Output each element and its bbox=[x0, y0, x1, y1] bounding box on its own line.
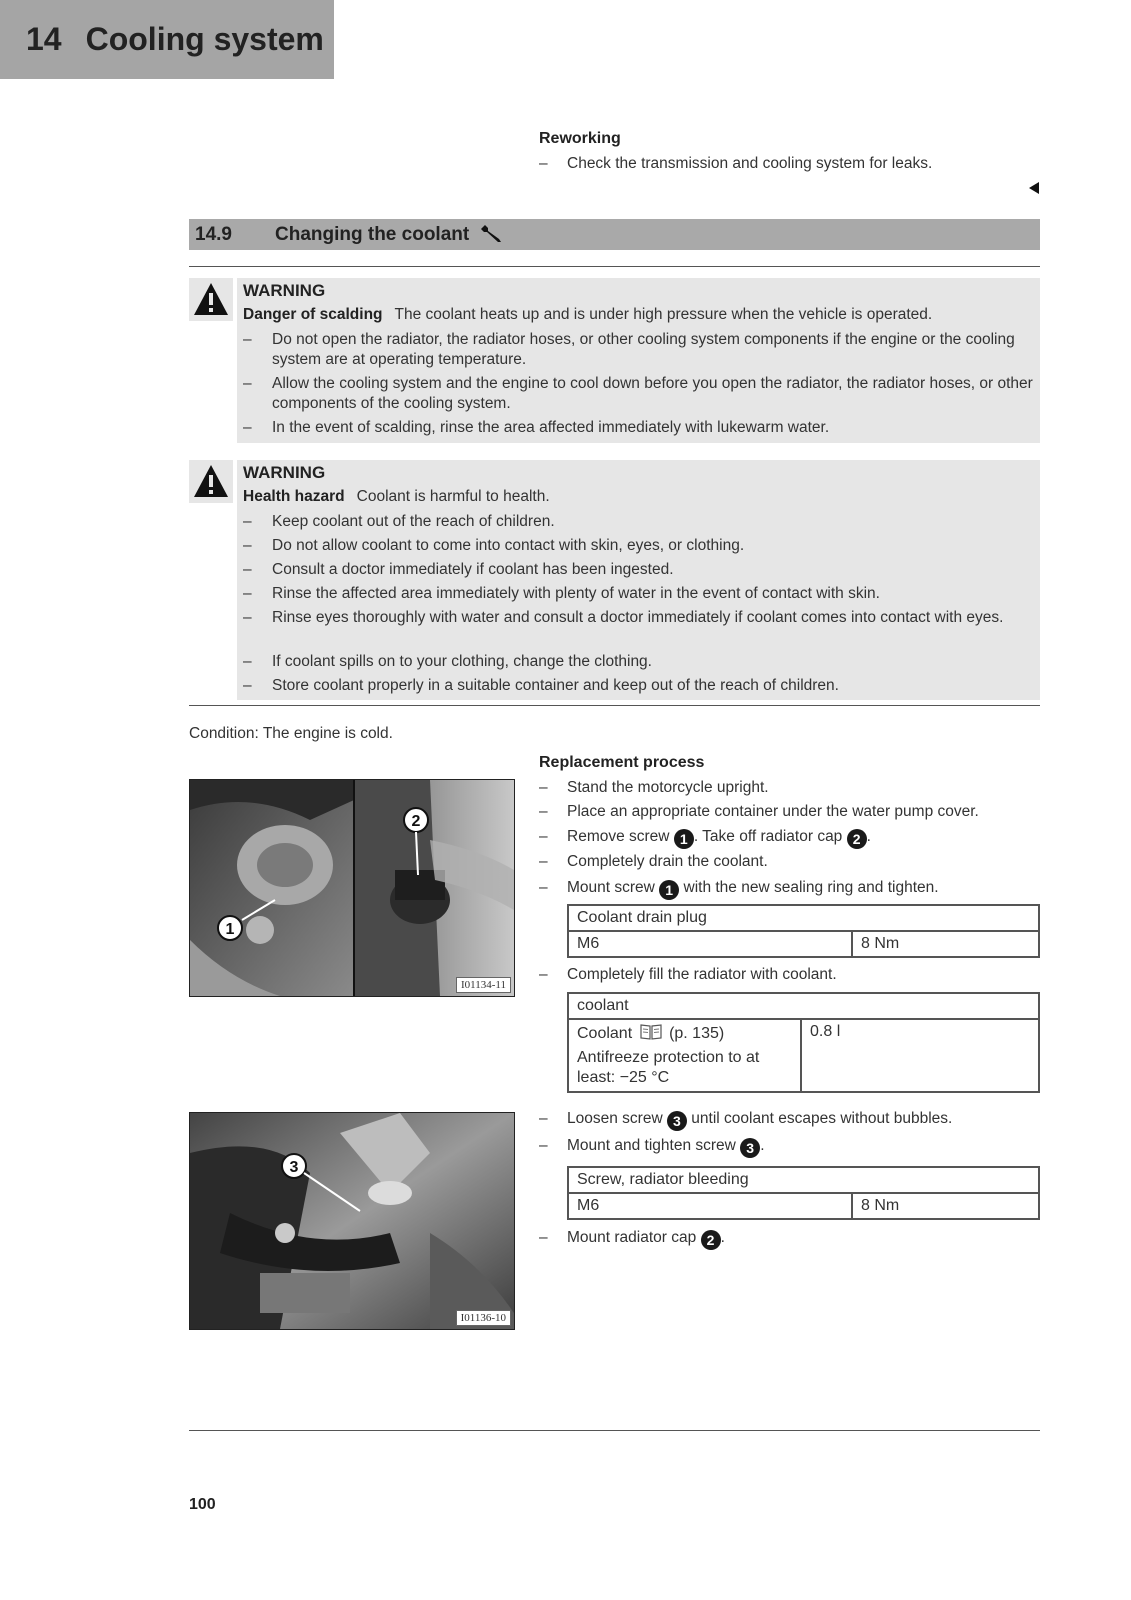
spec-table-coolant bbox=[567, 992, 1040, 1093]
list-item: – Do not open the radiator, the radiator hoses, or other cooling system components if the engine or the cooling system are at operating temperature. bbox=[243, 331, 1015, 368]
spec-table-drain-plug bbox=[567, 904, 1040, 958]
section-title: Changing the coolant bbox=[275, 224, 470, 245]
callout-1-icon: 1 bbox=[225, 921, 235, 938]
replacement-heading: Replacement process bbox=[539, 754, 705, 771]
warning-title: WARNING bbox=[243, 463, 326, 482]
list-item: – If coolant spills on to your clothing, change the clothing. bbox=[243, 653, 652, 670]
photo-bleeding-screw bbox=[189, 1112, 515, 1330]
warning-title: WARNING bbox=[243, 281, 326, 300]
list-item: – Rinse the affected area immediately with plenty of water in the event of contact with skin. bbox=[243, 585, 880, 602]
end-marker-icon bbox=[1029, 182, 1039, 194]
condition-text: Condition: The engine is cold. bbox=[189, 725, 393, 742]
callout-2-icon: 2 bbox=[701, 1230, 721, 1250]
chapter-title: Cooling system bbox=[85, 21, 324, 57]
table-header: coolant bbox=[568, 993, 1039, 1019]
chapter-number: 14 bbox=[26, 21, 62, 57]
table-header: Coolant drain plug bbox=[568, 905, 1039, 931]
wrench-icon bbox=[479, 223, 503, 243]
spec-table-bleed-screw bbox=[567, 1166, 1040, 1220]
coolant-note: Antifreeze protection to at least: −25 °C bbox=[577, 1049, 760, 1086]
reworking-heading: Reworking bbox=[539, 130, 621, 147]
callout-3-icon: 3 bbox=[667, 1111, 687, 1131]
list-item: – Do not allow coolant to come into contact with skin, eyes, or clothing. bbox=[243, 537, 745, 554]
callout-3-icon: 3 bbox=[740, 1138, 760, 1158]
list-item: – Store coolant properly in a suitable container and keep out of the reach of children. bbox=[243, 677, 839, 694]
divider bbox=[189, 705, 1040, 706]
warning-triangle-icon bbox=[189, 278, 233, 321]
callout-1-icon: 1 bbox=[674, 829, 694, 849]
page-number: 100 bbox=[189, 1496, 216, 1513]
warning-box-health bbox=[237, 460, 1040, 700]
list-item: – Keep coolant out of the reach of children. bbox=[243, 513, 555, 530]
callout-2-icon: 2 bbox=[847, 829, 867, 849]
chapter-header bbox=[0, 0, 334, 79]
section-number: 14.9 bbox=[195, 224, 232, 245]
list-item: – In the event of scalding, rinse the area affected immediately with lukewarm water. bbox=[243, 419, 830, 436]
table-cell: 8 Nm bbox=[852, 931, 1039, 957]
warning-lead: Danger of scalding The coolant heats up and is under high pressure when the vehicle is operated. bbox=[243, 306, 933, 323]
callout-1-icon: 1 bbox=[659, 880, 679, 900]
warning-triangle-icon bbox=[189, 460, 233, 503]
callout-3-icon: 3 bbox=[289, 1159, 299, 1176]
footer-divider bbox=[189, 1430, 1040, 1431]
table-cell: 8 Nm bbox=[852, 1193, 1039, 1219]
table-cell: M6 bbox=[568, 931, 852, 957]
figure-id: I01134-11 bbox=[456, 977, 511, 993]
photo-water-pump-radiator-cap bbox=[189, 779, 515, 997]
warning-lead: Health hazard Coolant is harmful to health. bbox=[243, 488, 550, 505]
section-header bbox=[189, 219, 1040, 250]
coolant-name: Coolant (p. 135) bbox=[577, 1025, 725, 1042]
table-cell: M6 bbox=[568, 1193, 852, 1219]
list-item: – Rinse eyes thoroughly with water and consult a doctor immediately if coolant comes into contact with eyes. bbox=[243, 609, 1004, 626]
callout-2-icon: 2 bbox=[411, 813, 421, 830]
list-item: – Allow the cooling system and the engine to cool down before you open the radiator, the radiator hoses, or other components of the cooling system. bbox=[243, 375, 1033, 412]
book-icon bbox=[639, 1023, 663, 1041]
warning-box-scalding bbox=[237, 278, 1040, 443]
table-header: Screw, radiator bleeding bbox=[568, 1167, 1039, 1193]
table-cell: 0.8 l bbox=[801, 1019, 1039, 1092]
list-item: – Consult a doctor immediately if coolant has been ingested. bbox=[243, 561, 674, 578]
divider bbox=[189, 266, 1040, 267]
figure-id: I01136-10 bbox=[456, 1310, 511, 1326]
